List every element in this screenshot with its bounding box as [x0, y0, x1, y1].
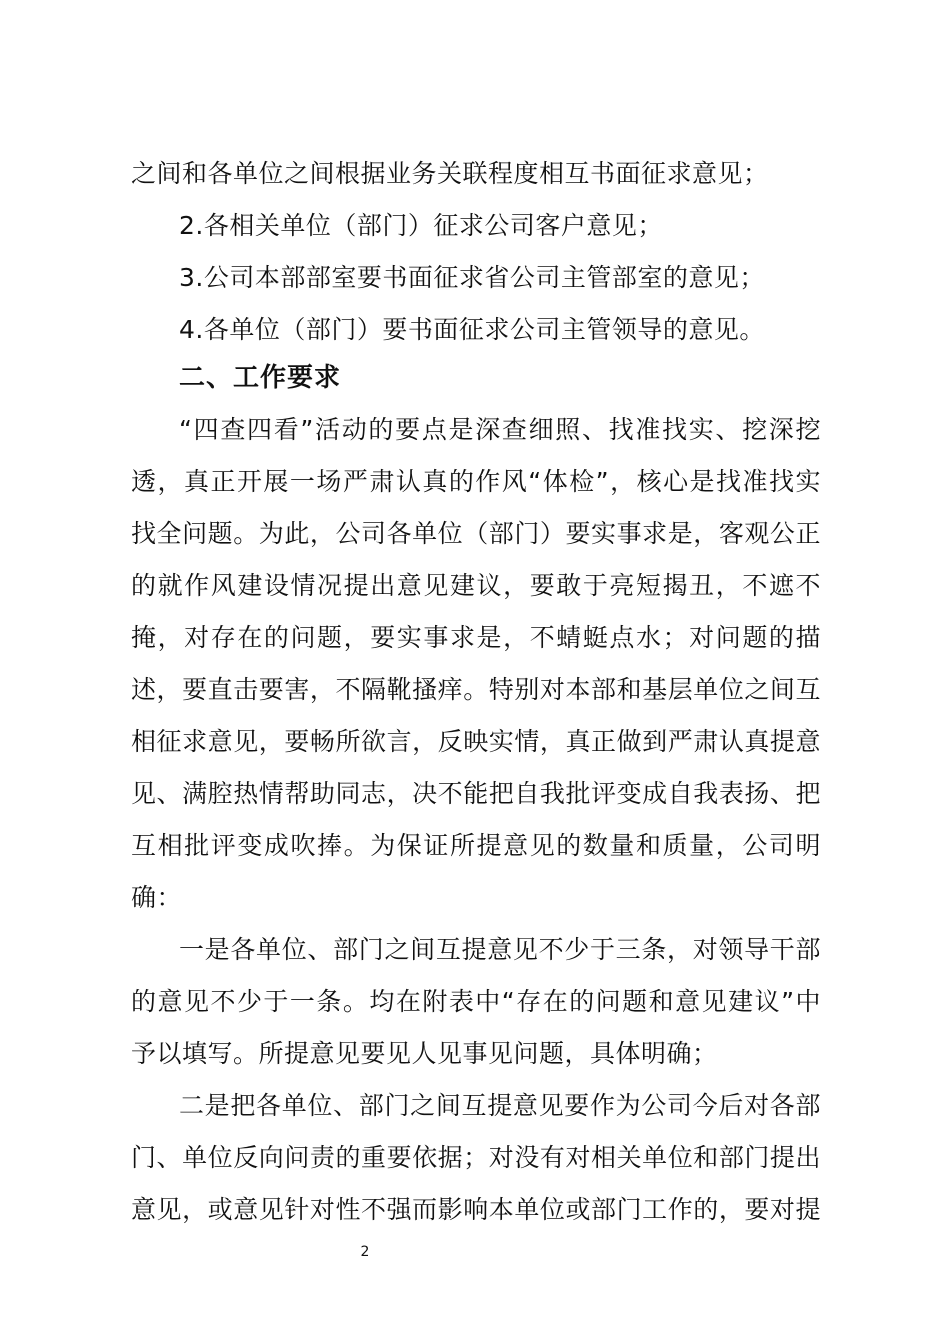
section-heading: 二、工作要求 — [179, 363, 342, 393]
paragraph-line: 予以填写。所提意见要见人见事见问题，具体明确； — [131, 1039, 718, 1068]
paragraph-line: 相征求意见，要畅所欲言，反映实情，真正做到严肃认真提意 — [131, 727, 821, 756]
paragraph-line: 一是各单位、部门之间互提意见不少于三条，对领导干部 — [179, 935, 821, 964]
paragraph-line: 透，真正开展一场严肃认真的作风“体检”，核心是找准找实 — [131, 467, 821, 496]
text-line: 之间和各单位之间根据业务关联程度相互书面征求意见； — [131, 159, 769, 188]
paragraph-line: 述，要直击要害，不隔靴搔痒。特别对本部和基层单位之间互 — [131, 675, 821, 704]
list-item: 4.各单位（部门）要书面征求公司主管领导的意见。 — [179, 315, 765, 344]
paragraph-line: 确： — [131, 883, 183, 912]
list-item: 2.各相关单位（部门）征求公司客户意见； — [179, 211, 663, 240]
paragraph-line: 二是把各单位、部门之间互提意见要作为公司今后对各部 — [179, 1091, 821, 1120]
paragraph-line: 找全问题。为此，公司各单位（部门）要实事求是，客观公正 — [131, 519, 821, 548]
paragraph-line: 见、满腔热情帮助同志，决不能把自我批评变成自我表扬、把 — [131, 779, 821, 808]
paragraph-line: 意见，或意见针对性不强而影响本单位或部门工作的，要对提 — [131, 1195, 821, 1224]
list-item: 3.公司本部部室要书面征求省公司主管部室的意见； — [179, 263, 765, 292]
paragraph-line: 门、单位反向问责的重要依据；对没有对相关单位和部门提出 — [131, 1143, 821, 1172]
paragraph-line: 掩，对存在的问题，要实事求是，不蜻蜓点水；对问题的描 — [131, 623, 821, 652]
paragraph-line: 的就作风建设情况提出意见建议，要敢于亮短揭丑，不遮不 — [131, 571, 821, 600]
paragraph-line: “四查四看”活动的要点是深查细照、找准找实、挖深挖 — [179, 415, 821, 444]
paragraph-line: 互相批评变成吹捧。为保证所提意见的数量和质量，公司明 — [131, 831, 821, 860]
page-number: 2 — [360, 1244, 370, 1260]
paragraph-line: 的意见不少于一条。均在附表中“存在的问题和意见建议”中 — [131, 987, 821, 1016]
